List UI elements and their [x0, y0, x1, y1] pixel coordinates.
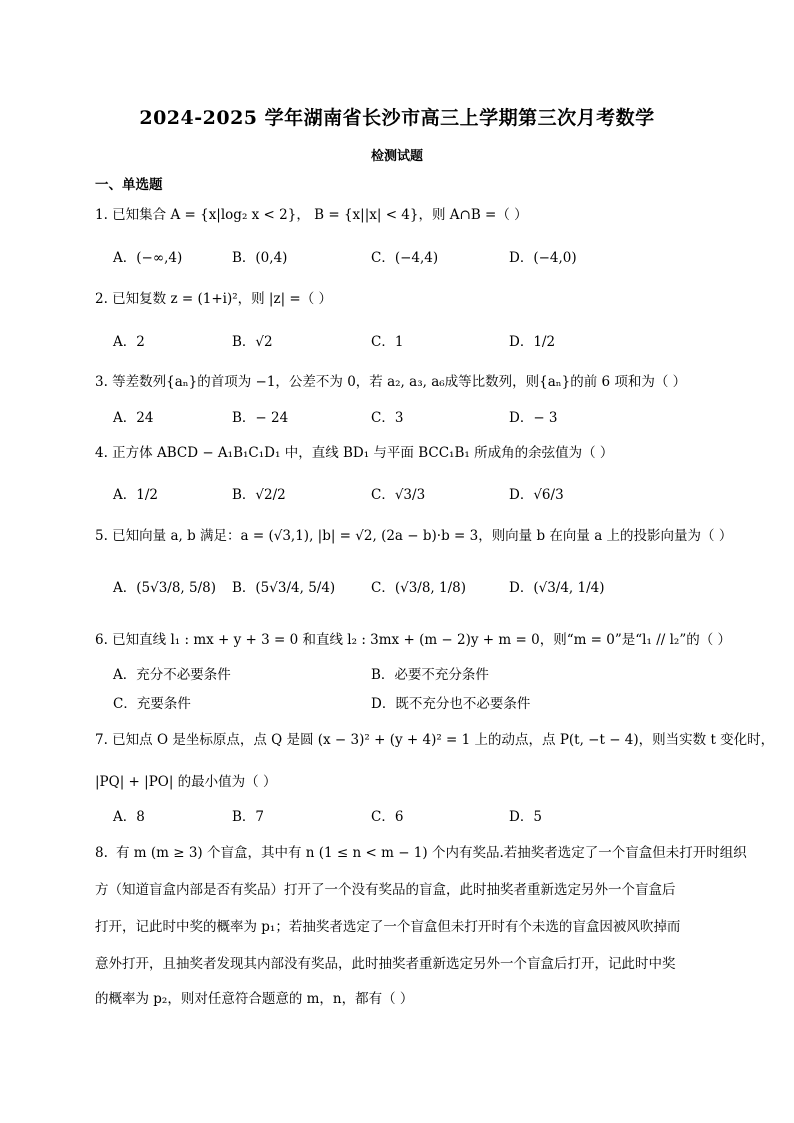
- question-6-option-b: B．必要不充分条件: [371, 667, 489, 683]
- question-1-option-a: A．(−∞,4): [113, 250, 183, 266]
- question-1-option-b: B．(0,4): [232, 250, 288, 266]
- question-3-option-d: D．− 3: [509, 410, 558, 426]
- doc-title: 2024-2025 学年湖南省长沙市高三上学期第三次月考数学: [139, 107, 655, 129]
- question-6-option-d: D．既不充分也不必要条件: [371, 696, 531, 712]
- question-7-stem-line-2: |PQ| + |PO| 的最小值为（ ）: [95, 774, 277, 790]
- section-heading: 一、单选题: [95, 177, 163, 193]
- question-6-stem: 6. 已知直线 l₁ : mx + y + 3 = 0 和直线 l₂ : 3mx + (m − 2)y + m = 0，则“m = 0”是“l₁ // l₂”的（ ）: [95, 632, 732, 648]
- question-5-option-d: D．(√3/4, 1/4): [509, 580, 605, 596]
- question-4-option-b: B．√2/2: [232, 487, 286, 503]
- question-6-option-a: A．充分不必要条件: [113, 667, 231, 683]
- question-7-option-a: A．8: [113, 809, 145, 825]
- question-6-option-c: C．充要条件: [113, 696, 191, 712]
- question-2-option-b: B．√2: [232, 334, 273, 350]
- question-8-line-3: 打开，记此时中奖的概率为 p₁；若抽奖者选定了一个盲盒但未打开时有个未选的盲盒因被风吹掉而: [95, 919, 681, 935]
- question-3-option-c: C．3: [371, 410, 404, 426]
- doc-subtitle: 检测试题: [370, 149, 423, 164]
- question-8-line-1: 有 m (m ≥ 3) 个盲盒，其中有 n (1 ≤ n < m − 1) 个内有奖品.若抽奖者选定了一个盲盒但未打开时组织: [116, 845, 747, 861]
- question-5-stem: 5. 已知向量 a, b 满足：a = (√3,1), |b| = √2, (2a − b)·b = 3，则向量 b 在向量 a 上的投影向量为（ ）: [95, 528, 733, 544]
- question-8-number: 8.: [95, 845, 108, 861]
- question-4-stem: 4. 正方体 ABCD − A₁B₁C₁D₁ 中，直线 BD₁ 与平面 BCC₁B₁ 所成角的余弦值为（ ）: [95, 445, 614, 461]
- question-7-option-c: C．6: [371, 809, 404, 825]
- question-2-option-a: A．2: [113, 334, 145, 350]
- question-1-option-d: D．(−4,0): [509, 250, 577, 266]
- question-2-stem: 2. 已知复数 z = (1+i)²，则 |z| =（ ）: [95, 291, 333, 307]
- question-4-option-a: A．1/2: [113, 487, 158, 503]
- question-7-stem: 7. 已知点 O 是坐标原点，点 Q 是圆 (x − 3)² + (y + 4)² = 1 上的动点，点 P(t, −t − 4)，则当实数 t 变化时，: [95, 732, 775, 748]
- question-8-line-4: 意外打开，且抽奖者发现其内部没有奖品，此时抽奖者重新选定另外一个盲盒后打开，记此时中奖: [95, 956, 676, 972]
- question-2-option-c: C．1: [371, 334, 404, 350]
- question-8-line-5: 的概率为 p₂，则对任意符合题意的 m，n，都有（ ）: [95, 991, 414, 1007]
- question-8-line-2: 方（知道盲盒内部是否有奖品）打开了一个没有奖品的盲盒，此时抽奖者重新选定另外一个盲盒后: [95, 882, 676, 898]
- question-3-option-a: A．24: [113, 410, 154, 426]
- question-3-option-b: B．− 24: [232, 410, 289, 426]
- question-4-option-c: C．√3/3: [371, 487, 426, 503]
- question-5-option-c: C．(√3/8, 1/8): [371, 580, 467, 596]
- question-5-option-a: A．(5√3/8, 5/8): [113, 580, 217, 596]
- question-3-stem: 3. 等差数列{aₙ}的首项为 −1，公差不为 0，若 a₂, a₃, a₆成等比数列，则{aₙ}的前 6 项和为（ ）: [95, 374, 687, 390]
- question-5-option-b: B．(5√3/4, 5/4): [232, 580, 336, 596]
- question-4-option-d: D．√6/3: [509, 487, 564, 503]
- question-2-option-d: D．1/2: [509, 334, 556, 350]
- question-1-option-c: C．(−4,4): [371, 250, 439, 266]
- question-7-option-b: B．7: [232, 809, 265, 825]
- question-7-option-d: D．5: [509, 809, 542, 825]
- question-1-stem: 1. 已知集合 A = {x|log₂ x < 2}， B = {x||x| < 4}，则 A∩B =（ ）: [95, 207, 528, 223]
